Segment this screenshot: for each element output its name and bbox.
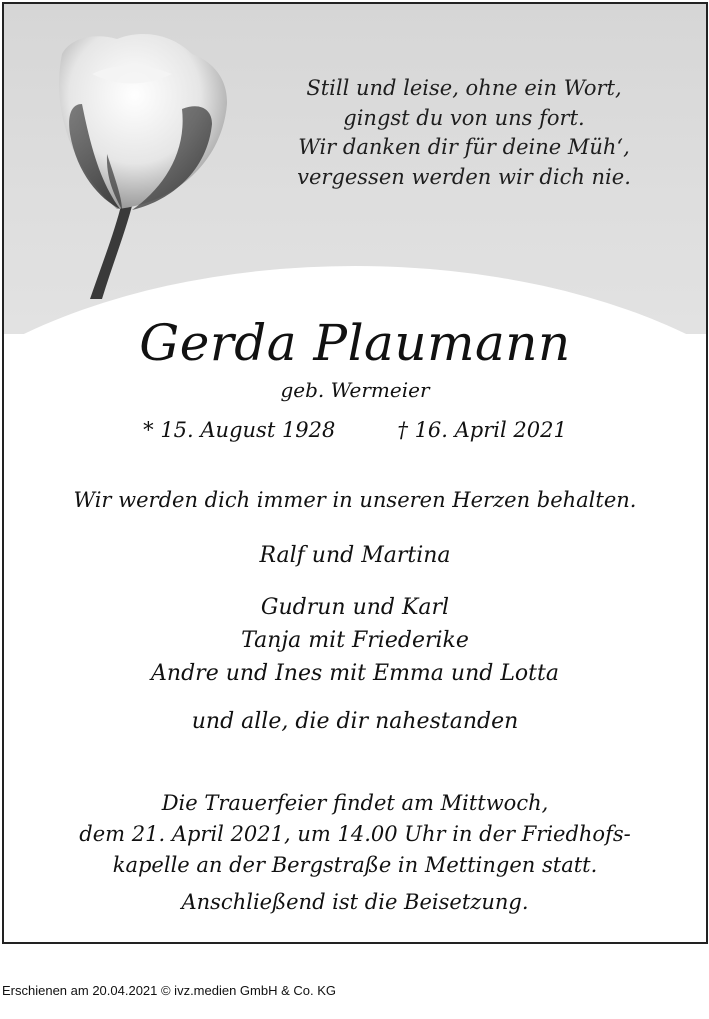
service-line: dem 21. April 2021, um 14.00 Uhr in der Friedhofs- (79, 822, 631, 846)
poem (244, 74, 684, 192)
poem-line: Wir danken dir für deine Müh‘, (298, 135, 630, 159)
closing-line: Anschließend ist die Beisetzung. (181, 890, 529, 914)
motto: Wir werden dich immer in unseren Herzen behalten. (73, 488, 637, 512)
service-line: kapelle an der Bergstraße in Mettingen statt. (112, 853, 598, 877)
deceased-name: Gerda Plaumann (139, 314, 571, 372)
service-line: Die Trauerfeier findet am Mittwoch, (161, 791, 549, 815)
family-line: Andre und Ines mit Emma und Lotta (151, 661, 559, 686)
family-group-3 (4, 707, 706, 737)
family-line: Ralf und Martina (259, 543, 451, 568)
poem-line: Still und leise, ohne ein Wort, (306, 76, 622, 100)
poem-line: gingst du von uns fort. (343, 105, 585, 130)
rose-image (22, 14, 252, 304)
family-line: Tanja mit Friederike (241, 628, 469, 653)
family-line: Gudrun und Karl (260, 595, 450, 620)
maiden-name: geb. Wermeier (280, 378, 430, 402)
publication-footer: Erschienen am 20.04.2021 © ivz.medien GmbH & Co. KG (2, 983, 337, 998)
life-dates (4, 415, 706, 445)
birth-date: * 15. August 1928 (143, 418, 336, 442)
family-line: und alle, die dir nahestanden (191, 709, 519, 734)
death-date: † 16. April 2021 (397, 418, 567, 442)
poem-line: vergessen werden wir dich nie. (297, 164, 631, 189)
obituary-card (2, 2, 708, 944)
service-info (4, 788, 706, 881)
family-group-2 (4, 591, 706, 690)
family-group-1 (4, 541, 706, 571)
